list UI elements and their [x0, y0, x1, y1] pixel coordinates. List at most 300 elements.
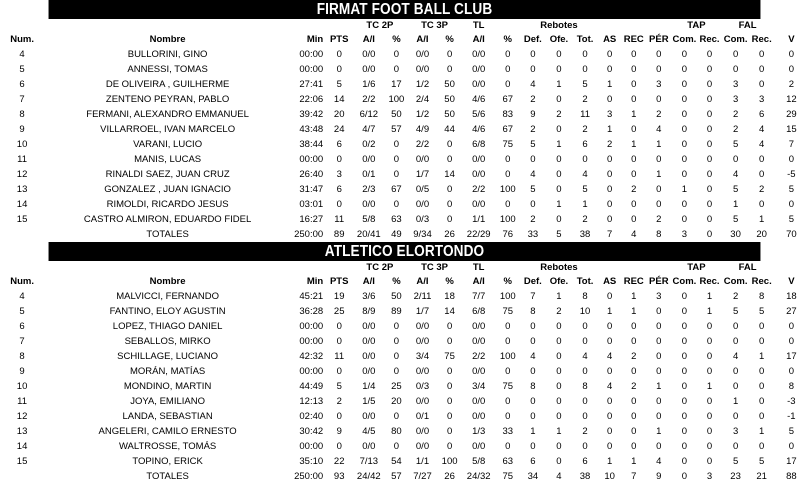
tc3p-pct: 0 [446, 49, 453, 60]
valuation: 0 [788, 64, 795, 75]
assists: 1 [607, 79, 613, 90]
reb-tot: 0 [582, 64, 588, 75]
tc3p-made-att: 0/0 [415, 396, 430, 407]
col-ofe: Ofe. [549, 34, 569, 45]
points: 22 [333, 456, 345, 467]
tl-made-att: 0/0 [472, 49, 486, 60]
steals: 1 [631, 139, 637, 150]
fal-group-header: FAL [738, 262, 757, 273]
tc2p-pct: 89 [391, 306, 402, 317]
player-number: 14 [16, 199, 28, 210]
player-row [0, 152, 809, 167]
col-tc3p-pct: % [445, 276, 454, 287]
reb-ofe: 1 [556, 291, 562, 302]
player-number: 12 [16, 169, 28, 180]
reb-def: 8 [530, 381, 536, 392]
blocks-received: 0 [706, 109, 713, 120]
fouls-received: 5 [759, 306, 765, 317]
blocks-committed: 0 [681, 291, 688, 302]
blocks-received: 0 [706, 124, 713, 135]
player-row [0, 62, 809, 77]
player-number: 15 [16, 456, 28, 467]
tl-pct: 0 [505, 396, 511, 407]
fouls-committed: 5 [732, 456, 739, 467]
tl-pct: 63 [502, 456, 514, 467]
tl-pct: 0 [505, 199, 511, 210]
turnovers: 0 [656, 94, 662, 105]
blocks-received: 0 [706, 426, 713, 437]
blocks-committed: 1 [681, 184, 688, 195]
player-row [0, 212, 809, 227]
tc3p-pct: 0 [446, 184, 453, 195]
player-row [0, 167, 809, 182]
player-name: SCHILLAGE, LUCIANO [117, 351, 219, 362]
reb-tot: 0 [582, 411, 588, 422]
steals: 0 [631, 94, 637, 105]
points: 6 [336, 184, 342, 195]
tc2p-pct: 67 [391, 184, 402, 195]
valuation: 0 [788, 321, 795, 332]
points: 0 [336, 411, 342, 422]
fouls-committed: 0 [732, 441, 739, 452]
col-nombre: Nombre [149, 276, 186, 287]
reb-tot: 4 [582, 169, 588, 180]
player-row [0, 137, 809, 152]
assists: 3 [607, 109, 613, 120]
steals: 2 [631, 351, 637, 362]
player-number: 8 [19, 109, 25, 120]
tc3p-made-att: 0/3 [415, 214, 430, 225]
reb-def: 0 [530, 396, 536, 407]
minutes: 00:00 [299, 64, 324, 75]
fouls-committed: 5 [732, 214, 739, 225]
player-number: 5 [19, 306, 25, 317]
col-tc3p-pct: % [445, 34, 454, 45]
fouls-committed: 3 [732, 94, 739, 105]
reb-tot: 6 [582, 139, 588, 150]
blocks-committed: 0 [681, 396, 688, 407]
tl-made-att: 0/0 [472, 154, 486, 165]
blocks-received: 0 [706, 199, 713, 210]
player-row [0, 197, 809, 212]
assists: 0 [607, 94, 613, 105]
tc2p-made-att: 2/3 [362, 184, 376, 195]
blocks-committed: 0 [681, 94, 688, 105]
blocks-received: 0 [706, 396, 713, 407]
col-tc2p-pct: % [392, 34, 401, 45]
tc2p-pct: 0 [393, 139, 400, 150]
assists: 0 [607, 426, 613, 437]
player-number: 7 [19, 336, 25, 347]
tc3p-pct: 44 [444, 124, 455, 135]
reb-tot: 0 [582, 321, 588, 332]
col-rec: REC [623, 34, 644, 45]
minutes: 00:00 [299, 154, 324, 165]
fouls-received: 6 [759, 109, 765, 120]
tc3p-pct: 50 [444, 79, 455, 90]
col-pts: PTS [329, 276, 349, 287]
steals: 0 [631, 396, 637, 407]
player-number: 11 [17, 154, 28, 165]
fouls-committed: 0 [732, 411, 739, 422]
tl-pct: 0 [505, 64, 511, 75]
tc3p-pct: 0 [446, 214, 453, 225]
tc3p-pct: 0 [446, 336, 453, 347]
fouls-committed: 1 [732, 199, 739, 210]
totals-row [0, 469, 809, 484]
player-row [0, 439, 809, 454]
reb-tot: 8 [582, 381, 588, 392]
col-per: PÉR [649, 276, 669, 287]
blocks-received: 0 [706, 441, 713, 452]
tc3p-pct: 100 [441, 456, 458, 467]
points: 20 [333, 109, 345, 120]
reb-tot-total: 38 [579, 229, 591, 240]
minutes: 35:10 [299, 456, 324, 467]
col-tap-com: Com. [672, 276, 697, 287]
valuation: 0 [788, 154, 795, 165]
player-number: 11 [17, 396, 28, 407]
tc2p-made-att: 4/7 [362, 124, 376, 135]
minutes: 02:40 [299, 411, 324, 422]
valuation: 29 [786, 109, 797, 120]
valuation: 0 [788, 49, 795, 60]
tl-made-att: 7/7 [472, 291, 486, 302]
tl-made-att: 0/0 [472, 79, 486, 90]
tc2p-group-header: TC 2P [366, 20, 394, 31]
reb-def: 2 [530, 214, 536, 225]
fouls-received-total: 20 [756, 229, 767, 240]
valuation: 18 [786, 291, 797, 302]
player-number: 13 [16, 184, 28, 195]
col-fal-com: Com. [723, 34, 748, 45]
blocks-received: 0 [706, 351, 713, 362]
minutes: 31:47 [299, 184, 324, 195]
player-name: VILLARROEL, IVAN MARCELO [100, 124, 236, 135]
tc2p-pct: 0 [393, 321, 400, 332]
blocks-committed: 0 [681, 411, 688, 422]
tc3p-pct: 14 [444, 169, 455, 180]
valuation: 0 [788, 366, 795, 377]
tl-made-att: 4/6 [472, 124, 486, 135]
col-min: Min [306, 276, 324, 287]
tc3p-made-att-total: 7/27 [413, 471, 432, 482]
fouls-committed: 3 [732, 79, 739, 90]
tc2p-made-att: 0/1 [362, 169, 376, 180]
tl-made-att-total: 22/29 [466, 229, 491, 240]
col-min: Min [306, 34, 324, 45]
reb-tot: 6 [582, 456, 588, 467]
player-number: 12 [16, 411, 28, 422]
tc3p-pct: 0 [446, 321, 453, 332]
tc3p-made-att: 1/7 [415, 306, 430, 317]
col-tc2p-pct: % [392, 276, 401, 287]
col-def: Def. [523, 34, 542, 45]
tc2p-pct: 54 [391, 456, 402, 467]
player-number: 14 [16, 441, 28, 452]
player-name: ANNESSI, TOMAS [127, 64, 208, 75]
col-tc3p-ai: A/I [416, 34, 429, 45]
tc3p-pct: 14 [444, 306, 455, 317]
player-number: 5 [19, 64, 25, 75]
player-number: 13 [16, 426, 28, 437]
fouls-committed: 0 [732, 336, 739, 347]
assists: 0 [607, 411, 613, 422]
steals: 0 [631, 426, 637, 437]
tl-pct: 0 [505, 336, 511, 347]
reb-ofe: 0 [556, 456, 562, 467]
tl-made-att: 2/2 [472, 184, 486, 195]
tc2p-made-att: 0/0 [362, 336, 376, 347]
reb-ofe: 0 [556, 94, 562, 105]
points-total: 89 [333, 229, 345, 240]
fouls-committed: 5 [732, 184, 739, 195]
turnovers: 2 [656, 109, 662, 120]
points: 5 [336, 381, 342, 392]
tc3p-made-att: 0/5 [415, 184, 430, 195]
player-row [0, 289, 809, 304]
turnovers: 4 [656, 456, 662, 467]
minutes: 00:00 [299, 336, 324, 347]
tl-made-att: 1/3 [472, 426, 486, 437]
reb-tot: 10 [579, 306, 591, 317]
player-name: JOYA, EMILIANO [130, 396, 205, 407]
stats-table [0, 261, 809, 484]
reb-tot: 0 [582, 396, 588, 407]
assists: 4 [607, 381, 613, 392]
tl-made-att: 0/0 [472, 169, 486, 180]
assists: 0 [607, 366, 613, 377]
tc3p-made-att: 0/0 [415, 441, 430, 452]
tc3p-made-att: 0/0 [415, 154, 430, 165]
fouls-received: 2 [759, 184, 765, 195]
blocks-committed: 0 [681, 351, 688, 362]
col-tot: Tot. [576, 34, 594, 45]
valuation: 8 [788, 381, 795, 392]
col-def: Def. [523, 276, 542, 287]
reb-ofe: 0 [556, 336, 562, 347]
tc2p-made-att: 1/4 [362, 381, 376, 392]
player-number: 10 [16, 381, 28, 392]
team-title: FIRMAT FOOT BALL CLUB [49, 0, 761, 19]
player-row [0, 319, 809, 334]
tl-made-att: 0/0 [472, 199, 486, 210]
reb-def: 0 [530, 199, 536, 210]
tc2p-made-att: 8/9 [362, 306, 376, 317]
blocks-committed: 0 [681, 49, 688, 60]
minutes: 39:42 [299, 109, 324, 120]
col-fal-rec: Rec. [751, 34, 772, 45]
steals: 0 [631, 321, 637, 332]
player-number: 6 [19, 321, 25, 332]
tl-pct: 83 [502, 109, 514, 120]
player-number: 6 [19, 79, 25, 90]
assists: 0 [607, 49, 613, 60]
tc2p-pct: 50 [391, 109, 402, 120]
tc2p-pct: 0 [393, 64, 400, 75]
tl-pct: 67 [502, 94, 514, 105]
fouls-received: 0 [759, 396, 765, 407]
turnovers: 3 [656, 291, 662, 302]
col-tc3p-ai: A/I [416, 276, 429, 287]
blocks-received-total: 0 [706, 229, 713, 240]
tc3p-made-att: 0/0 [415, 64, 430, 75]
tc2p-made-att: 0/0 [362, 199, 376, 210]
reb-def: 0 [530, 64, 536, 75]
fouls-committed: 2 [732, 109, 739, 120]
stats-table [0, 19, 809, 242]
blocks-received: 1 [706, 381, 713, 392]
fouls-received: 3 [759, 94, 765, 105]
player-row [0, 424, 809, 439]
player-row [0, 107, 809, 122]
tc3p-made-att: 0/0 [415, 199, 430, 210]
tc2p-made-att: 0/2 [362, 139, 376, 150]
steals: 1 [631, 291, 637, 302]
player-number: 4 [19, 49, 25, 60]
assists: 0 [607, 64, 613, 75]
steals: 0 [631, 366, 637, 377]
valuation: 27 [786, 306, 797, 317]
reb-def: 2 [530, 124, 536, 135]
tc3p-made-att: 1/2 [415, 79, 430, 90]
tc2p-made-att: 0/0 [362, 441, 376, 452]
player-name: MALVICCI, FERNANDO [116, 291, 219, 302]
turnovers: 0 [656, 306, 662, 317]
tc2p-made-att-total: 24/42 [356, 471, 381, 482]
tc3p-made-att: 0/0 [415, 426, 430, 437]
turnovers: 0 [656, 321, 662, 332]
col-tap-rec: Rec. [699, 34, 720, 45]
blocks-received: 0 [706, 64, 713, 75]
tc2p-pct: 0 [393, 366, 400, 377]
reb-def: 0 [530, 366, 536, 377]
reb-ofe: 2 [556, 109, 562, 120]
tc2p-pct: 63 [391, 214, 402, 225]
steals: 1 [631, 306, 637, 317]
tc2p-made-att: 7/13 [359, 456, 379, 467]
tc2p-made-att: 6/12 [359, 109, 379, 120]
tl-pct: 100 [499, 351, 516, 362]
reb-def: 0 [530, 441, 536, 452]
valuation: 12 [786, 94, 797, 105]
player-row [0, 77, 809, 92]
player-row [0, 409, 809, 424]
reb-def: 0 [530, 321, 536, 332]
player-name: ANGELERI, CAMILO ERNESTO [98, 426, 237, 437]
col-tl-ai: A/I [472, 34, 485, 45]
tc3p-group-header: TC 3P [421, 262, 448, 273]
player-number: 10 [16, 139, 28, 150]
turnovers: 0 [656, 184, 662, 195]
turnovers: 1 [656, 381, 662, 392]
col-as: AS [603, 34, 617, 45]
player-name: LANDA, SEBASTIAN [122, 411, 213, 422]
points: 0 [336, 49, 342, 60]
tc2p-pct: 0 [393, 169, 400, 180]
reb-def: 0 [530, 336, 536, 347]
fouls-received: 0 [759, 154, 765, 165]
tc2p-made-att: 0/0 [362, 49, 376, 60]
tc2p-pct: 0 [393, 441, 400, 452]
turnovers: 0 [656, 441, 662, 452]
tl-pct: 0 [505, 411, 511, 422]
group-header-row [0, 19, 809, 33]
totals-row [0, 227, 809, 242]
minutes: 00:00 [299, 366, 324, 377]
player-name: CASTRO ALMIRON, EDUARDO FIDEL [83, 214, 252, 225]
reb-tot: 2 [582, 94, 588, 105]
tl-pct: 100 [499, 291, 516, 302]
tl-pct-total: 76 [502, 229, 514, 240]
tl-pct: 0 [505, 154, 511, 165]
player-number-total [0, 469, 44, 484]
tc3p-made-att: 1/2 [415, 109, 430, 120]
player-row [0, 182, 809, 197]
reb-tot: 0 [582, 154, 588, 165]
rebotes-group-header: Rebotes [540, 20, 578, 31]
reb-ofe: 0 [556, 64, 562, 75]
reb-ofe: 0 [556, 381, 562, 392]
tl-pct: 67 [502, 124, 514, 135]
blocks-received-total: 3 [706, 471, 713, 482]
tc3p-made-att-total: 9/34 [413, 229, 432, 240]
points: 9 [336, 426, 342, 437]
reb-tot: 8 [582, 291, 588, 302]
col-ofe: Ofe. [549, 276, 569, 287]
col-tap-rec: Rec. [699, 276, 720, 287]
col-tl-pct: % [503, 276, 512, 287]
steals: 0 [631, 169, 637, 180]
tl-pct: 0 [505, 79, 511, 90]
column-header-row [0, 33, 809, 47]
player-name: WALTROSSE, TOMÁS [118, 441, 217, 452]
player-number: 8 [19, 351, 25, 362]
player-row [0, 379, 809, 394]
fouls-received: 1 [759, 351, 765, 362]
tc3p-pct: 0 [446, 381, 453, 392]
player-row [0, 334, 809, 349]
tl-pct: 33 [502, 426, 514, 437]
tc2p-made-att: 0/0 [362, 154, 376, 165]
fouls-committed: 2 [732, 291, 739, 302]
tc2p-group-header: TC 2P [366, 262, 394, 273]
fouls-received: 1 [759, 214, 765, 225]
tl-group-header: TL [472, 262, 485, 273]
minutes: 27:41 [299, 79, 324, 90]
reb-ofe: 0 [556, 351, 562, 362]
blocks-committed: 0 [681, 139, 688, 150]
reb-ofe: 1 [556, 79, 562, 90]
assists: 1 [607, 306, 613, 317]
assists: 0 [607, 184, 613, 195]
tc3p-made-att: 0/0 [415, 49, 430, 60]
blocks-received: 0 [706, 79, 713, 90]
blocks-received: 0 [706, 169, 713, 180]
steals: 1 [631, 456, 637, 467]
tap-group-header: TAP [687, 262, 706, 273]
reb-tot: 4 [582, 351, 588, 362]
col-v: V [788, 276, 795, 287]
player-name-total: TOTALES [146, 229, 189, 240]
tc2p-pct: 0 [393, 411, 400, 422]
fouls-committed: 0 [732, 321, 739, 332]
tc2p-pct: 0 [393, 49, 400, 60]
valuation: 5 [788, 184, 795, 195]
assists-total: 7 [607, 229, 613, 240]
points: 3 [336, 169, 342, 180]
tc3p-pct: 18 [444, 291, 455, 302]
